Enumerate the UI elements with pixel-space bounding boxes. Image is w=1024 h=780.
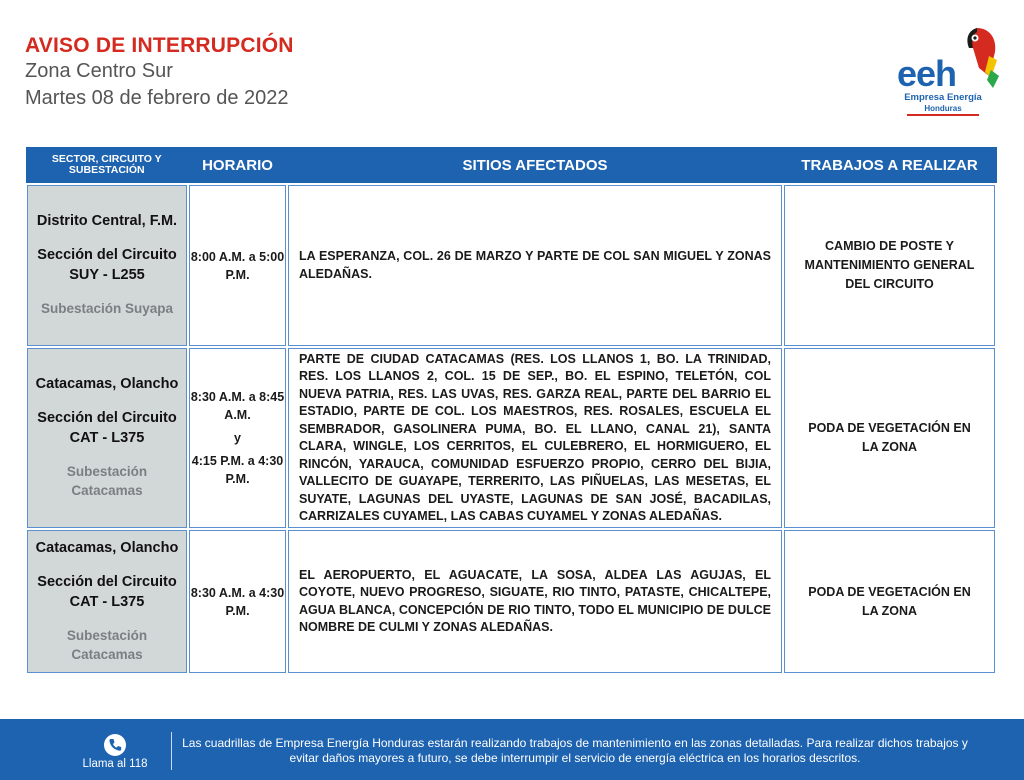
logo-brand: eeh	[897, 53, 957, 94]
substation-name: Subestación Suyapa	[40, 301, 174, 316]
date-label: Martes 08 de febrero de 2022	[25, 87, 289, 109]
header-work: TRABAJOS A REALIZAR	[783, 147, 996, 184]
logo-line-1: Empresa Energía	[904, 92, 982, 103]
logo-underline	[907, 114, 979, 116]
sites-cell: LA ESPERANZA, COL. 26 DE MARZO Y PARTE DE COL SAN MIGUEL Y ZONAS ALEDAÑAS.	[287, 184, 783, 347]
schedule-and: y	[234, 431, 241, 445]
footer-message: Las cuadrillas de Empresa Energía Honduras estarán realizando trabajos de mantenimiento en las zonas detalladas. Para realizar dichos trabajos y evitar daños mayores a futuro, se debe interrumpir el servicio de energía eléctrica en los horarios descritos.	[182, 736, 968, 765]
schedule-time: 8:30 A.M. a 4:30 P.M.	[190, 585, 285, 618]
work-cell: PODA DE VEGETACIÓN EN LA ZONA	[783, 347, 996, 529]
schedule-cell	[188, 347, 287, 529]
schedule-cell	[188, 529, 287, 674]
header-sites: SITIOS AFECTADOS	[287, 147, 783, 184]
sector-cell	[26, 529, 188, 674]
table-row	[26, 184, 996, 347]
sites-cell: PARTE DE CIUDAD CATACAMAS (RES. LOS LLANOS 1, BO. LA TRINIDAD, RES. LOS LLANOS 2, COL. 15 DE SEP., BO. EL ESPINO, TELETÓN, COL NUEVA PATRIA, RES. LAS UVAS, RES. GARZA REAL, PARTE DEL BARRIO EL ESTADIO, PARTE DE COL. LOS MAESTROS, RES. ROSALES, ESCUELA EL SEMBRADOR, GASOLINERA PUMA, BO. EL LLANO, CANAL 21), SANTA CLARA, WINGLE, LOS CERRITOS, EL CULEBRERO, EL HORMIGUERO, EL RINCÓN, YARAUCA, COMUNIDAD ESFUERZO PROPIO, CERRO DEL BIJIA, VALLECITO DE GUAYAPE, TERRERITO, LAS PIÑUELAS, LAS MESETAS, EL SUYATE, LAGUNAS DEL UYASTE, LAGUNAS DE SAN JOSÉ, BACADILAS, CARRIZALES CUYAMEL, LAS CABAS CUYAMEL Y ZONAS ALEDAÑAS.	[287, 347, 783, 529]
notice-header	[25, 34, 294, 112]
phone-icon	[104, 734, 126, 756]
sector-name: Catacamas, Olancho	[35, 539, 179, 556]
sector-name: Distrito Central, F.M.	[36, 213, 178, 229]
schedule-time: 8:30 A.M. a 8:45 A.M.	[190, 390, 285, 422]
sector-name: Catacamas, Olancho	[35, 376, 179, 392]
parrot-icon	[955, 26, 999, 90]
schedule-time: 8:00 A.M. a 5:00 P.M.	[190, 249, 285, 282]
sector-cell	[26, 184, 188, 347]
header-schedule: HORARIO	[188, 147, 287, 184]
work-cell: PODA DE VEGETACIÓN EN LA ZONA	[783, 529, 996, 674]
table-row	[26, 347, 996, 529]
substation-name: Subestación Catacamas	[66, 627, 148, 662]
eeh-logo	[893, 22, 1003, 122]
substation-name: Subestación Catacamas	[66, 464, 148, 498]
sector-cell	[26, 347, 188, 529]
page-title: AVISO DE INTERRUPCIÓN	[25, 34, 294, 57]
logo-line-2: Honduras	[924, 104, 962, 113]
interruption-table	[25, 147, 997, 675]
footer-bar	[0, 719, 1024, 780]
circuit-name: Sección del Circuito SUY - L255	[37, 247, 177, 283]
circuit-name: Sección del Circuito CAT - L375	[37, 573, 177, 610]
table-header-row	[26, 147, 996, 184]
sites-cell: EL AEROPUERTO, EL AGUACATE, LA SOSA, ALDEA LAS AGUJAS, EL COYOTE, NUEVO PROGRESO, SIGUATE, RIO TINTO, PATASTE, CHICALTEPE, AGUA BLANCA, CONCEPCIÓN DE RIO TINTO, TODO EL MUNICIPIO DE DULCE NOMBRE DE CULMI Y ZONAS ALEDAÑAS.	[287, 529, 783, 674]
schedule-time-2: 4:15 P.M. a 4:30 P.M.	[191, 454, 284, 486]
zone-label: Zona Centro Sur	[25, 60, 173, 82]
footer-divider	[171, 732, 172, 770]
circuit-name: Sección del Circuito CAT - L375	[37, 410, 177, 446]
work-cell: CAMBIO DE POSTE Y MANTENIMIENTO GENERAL DEL CIRCUITO	[783, 184, 996, 347]
schedule-cell	[188, 184, 287, 347]
header-sector: SECTOR, CIRCUITO Y SUBESTACIÓN	[26, 147, 188, 184]
call-label[interactable]: Llama al 118	[82, 758, 148, 770]
table-row	[26, 529, 996, 674]
